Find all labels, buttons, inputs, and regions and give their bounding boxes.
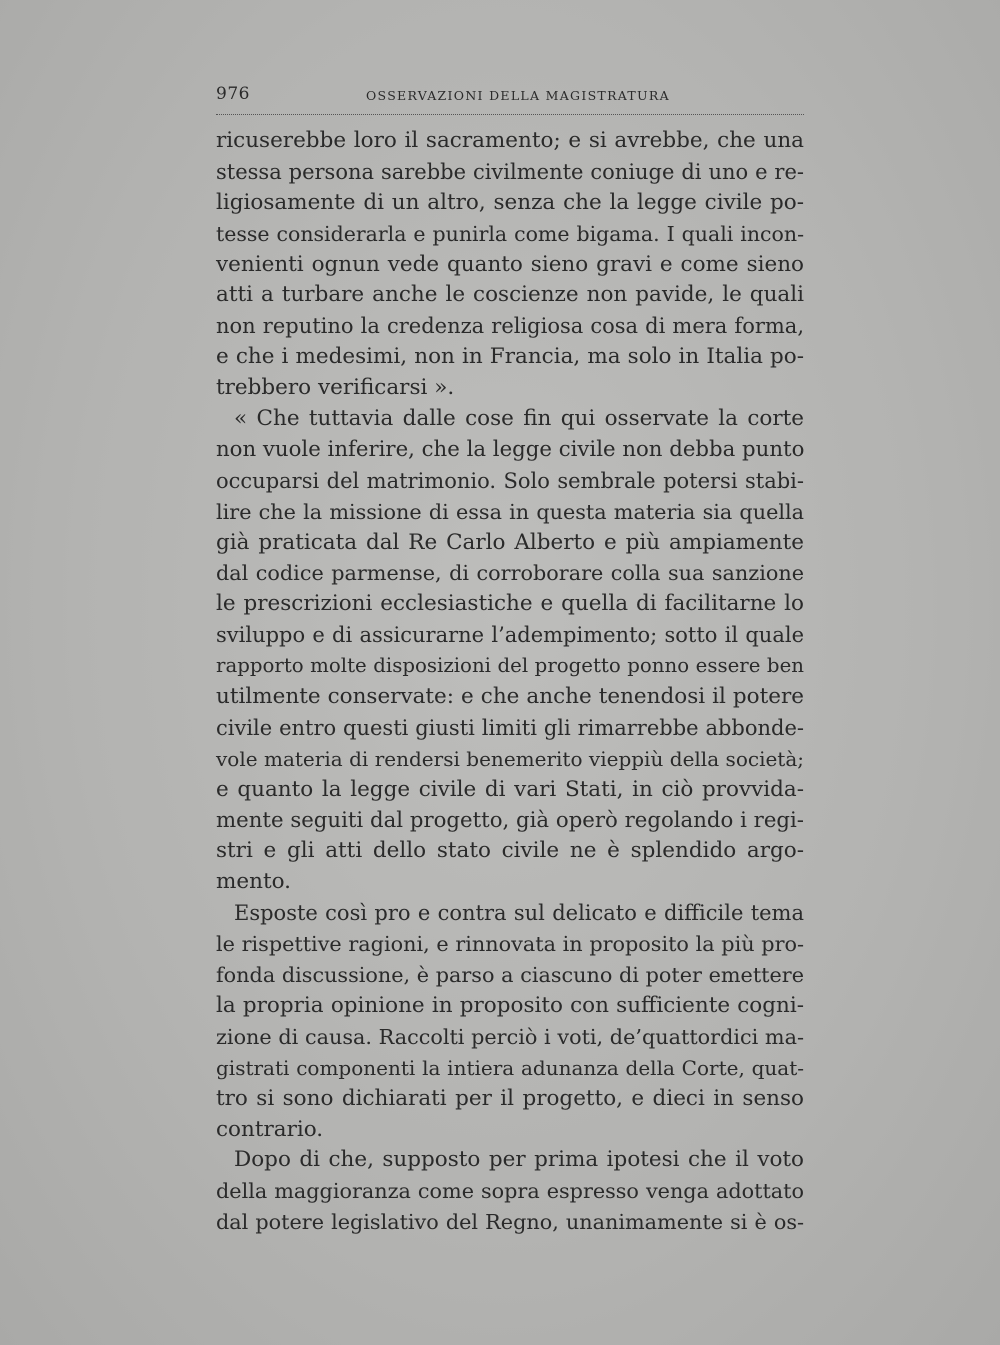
text-line: ligiosamente di un altro, senza che la legge civile po- [216, 189, 804, 215]
text-line: Dopo di che, supposto per prima ipotesi che il voto [234, 1147, 804, 1173]
text-line: vole materia di rendersi benemerito vieppiù della società; [216, 746, 804, 771]
text-line: zione di causa. Raccolti perciò i voti, de’quattordici ma- [216, 1024, 804, 1049]
text-line: stri e gli atti dello stato civile ne è splendido argo- [216, 838, 804, 864]
text-line: Esposte così pro e contra sul delicato e difficile tema [234, 901, 804, 926]
text-line: contrario. [216, 1116, 324, 1142]
text-line: e che i medesimi, non in Francia, ma solo in Italia po- [216, 344, 804, 370]
text-line: le rispettive ragioni, e rinnovata in proposito la più pro- [216, 932, 804, 957]
text-line: la propria opinione in proposito con sufficiente cogni- [216, 992, 804, 1018]
text-line: rapporto molte disposizioni del progetto ponno essere ben [216, 654, 804, 678]
text-line: tro si sono dichiarati per il progetto, e dieci in senso [216, 1085, 804, 1111]
text-line: ricuserebbe loro il sacramento; e si avrebbe, che una [216, 128, 804, 153]
text-line: gistrati componenti la intiera adunanza della Corte, quat- [216, 1055, 804, 1080]
text-line: della maggioranza come sopra espresso venga adottato [216, 1179, 804, 1204]
text-line: tesse considerarla e punirla come bigama. I quali incon- [216, 221, 804, 246]
text-line: le prescrizioni ecclesiastiche e quella di facilitarne lo [216, 591, 804, 617]
text-line: utilmente conservate: e che anche tenendosi il potere [216, 684, 804, 710]
text-line: e quanto la legge civile di vari Stati, in ciò provvida- [216, 776, 804, 802]
text-line: fonda discussione, è parso a ciascuno di poter emettere [216, 963, 804, 988]
page-header [216, 84, 804, 114]
text-line: sviluppo e di assicurarne l’adempimento; sotto il quale [216, 623, 804, 648]
body-text [216, 126, 804, 1238]
text-line: atti a turbare anche le coscienze non pavide, le quali [216, 282, 804, 308]
text-line: civile entro questi giusti limiti gli rimarrebbe abbonde- [216, 715, 804, 740]
text-line: venienti ognun vede quanto sieno gravi e come sieno [216, 251, 804, 277]
text-line: lire che la missione di essa in questa materia sia quella [216, 499, 804, 524]
text-line: occuparsi del matrimonio. Solo sembrale potersi stabi- [216, 468, 804, 493]
text-line: mente seguiti dal progetto, già operò regolando i regi- [216, 807, 804, 833]
header-rule [216, 114, 804, 115]
text-line: « Che tuttavia dalle cose fin qui osservate la corte [234, 406, 804, 432]
text-line: stessa persona sarebbe civilmente coniuge di uno e re- [216, 159, 804, 184]
running-title: OSSERVAZIONI DELLA MAGISTRATURA [366, 88, 670, 103]
text-line: mento. [216, 869, 291, 895]
text-line: già praticata dal Re Carlo Alberto e più ampiamente [216, 529, 804, 555]
text-line: dal codice parmense, di corroborare colla sua sanzione [216, 561, 804, 586]
text-line: dal potere legislativo del Regno, unanimamente si è os- [216, 1210, 804, 1235]
text-line: non reputino la credenza religiosa cosa di mera forma, [216, 314, 804, 339]
text-line: non vuole inferire, che la legge civile non debba punto [216, 436, 805, 462]
text-line: trebbero verificarsi ». [216, 375, 455, 401]
page-number: 976 [216, 84, 250, 104]
